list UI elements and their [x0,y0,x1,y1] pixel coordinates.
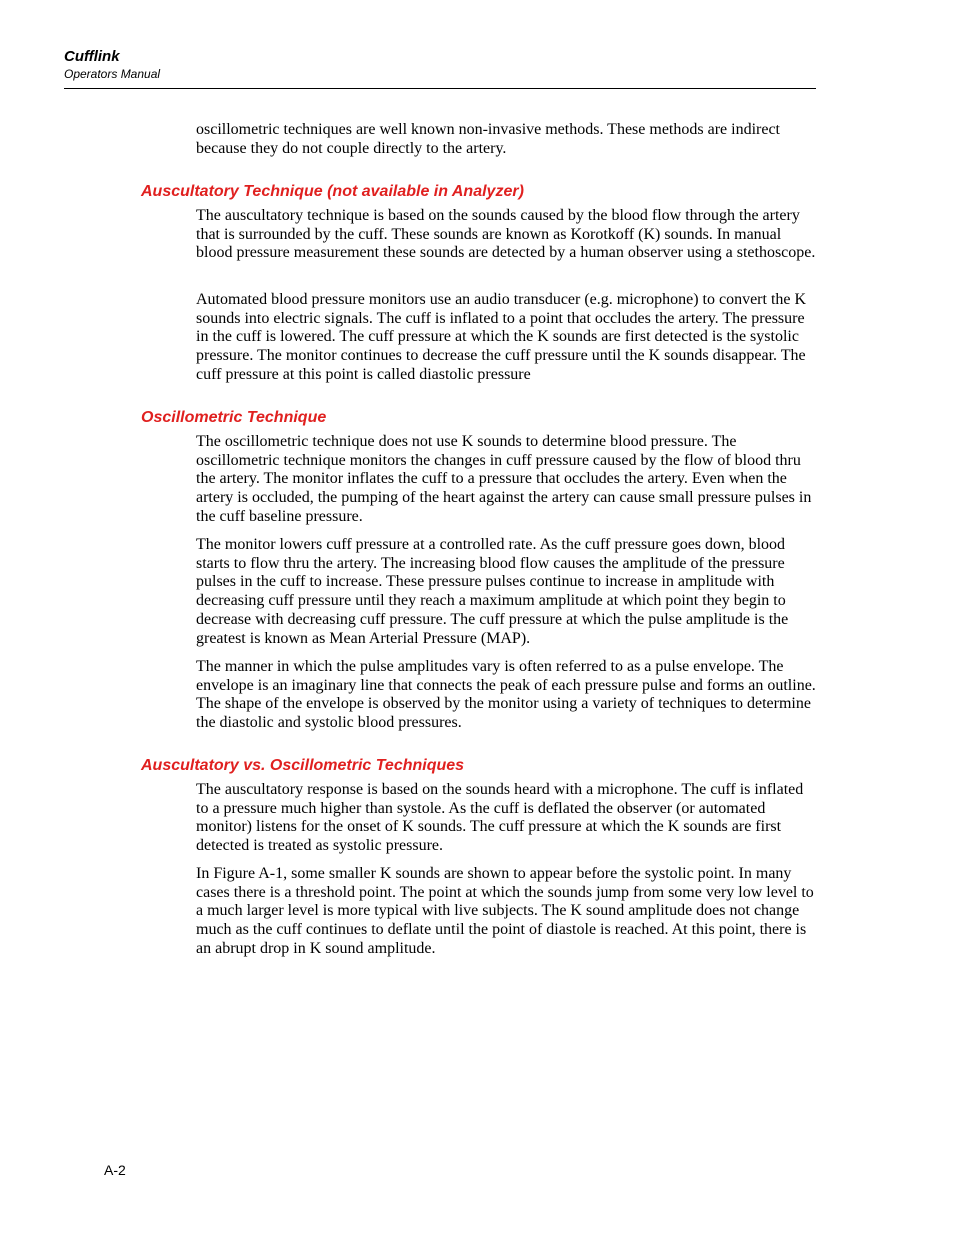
oscillometric-paragraph-3: The manner in which the pulse amplitudes vary is often referred to as a pulse envelope. The envelope is an imaginary line that connects the peak of each pressure pulse and forms an outline. The shape of the envelope is observed by the monitor using a variety of techniques to determine the diastolic and systolic blood pressures. [196,658,816,732]
auscultatory-paragraph-2: Automated blood pressure monitors use an audio transducer (e.g. microphone) to convert the K sounds into electric signals. The cuff is inflated to a point that occludes the artery. The pressure in the cuff is lowered. The cuff pressure at which the K sounds are first detected is the systolic pressure. The monitor continues to decrease the cuff pressure until the K sounds disappear. The cuff pressure at this point is called diastolic pressure [196,291,807,383]
oscillometric-paragraph-2: The monitor lowers cuff pressure at a controlled rate. As the cuff pressure goes down, blood starts to flow thru the artery. The increasing blood flow causes the amplitude of the pressure pulses in the cuff to increase. These pressure pulses continue to increase in amplitude with decreasing cuff pressure until they reach a maximum amplitude at which point they begin to decrease with decreasing cuff pressure. The cuff pressure at which the pulse amplitude is the greatest is known as Mean Arterial Pressure (MAP). [196,536,789,647]
oscillometric-paragraph-1: The oscillometric technique does not use K sounds to determine blood pressure. The oscillometric technique monitors the changes in cuff pressure caused by the flow of blood thru the artery. The monitor inflates the cuff to a pressure that occludes the artery. Even when the artery is occluded, the pumping of the heart against the artery can cause small pressure pulses in the cuff baseline pressure. [196,433,812,525]
intro-paragraph: oscillometric techniques are well known non-invasive methods. These methods are indirect because they do not couple directly to the artery. [196,121,780,157]
page-header [64,48,816,82]
document-title: Cufflink [64,48,120,65]
page-number: A-2 [104,1162,126,1178]
comparison-paragraph-2: In Figure A-1, some smaller K sounds are shown to appear before the systolic point. In many cases there is a threshold point. The point at which the sounds jump from some very low level to a much larger level is more typical with live subjects. The K sound amplitude does not change much as the cuff continues to deflate until the point of diastole is reached. At this point, there is an abrupt drop in K sound amplitude. [196,865,814,957]
comparison-paragraph-1: The auscultatory response is based on the sounds heard with a microphone. The cuff is inflated to a pressure much higher than systole. As the cuff is deflated the observer (or automated monitor) listens for the onset of K sounds. The cuff pressure at which the K sounds are first detected is treated as systolic pressure. [196,781,804,855]
section-heading-auscultatory: Auscultatory Technique (not available in Analyzer) [141,183,524,200]
document-subtitle: Operators Manual [64,67,161,81]
section-heading-comparison: Auscultatory vs. Oscillometric Techniques [141,757,465,774]
auscultatory-paragraph-1: The auscultatory technique is based on the sounds caused by the blood flow through the artery that is surrounded by the cuff. These sounds are known as Korotkoff (K) sounds. In manual blood pressure measurement these sounds are detected by a human observer using a stethoscope. [196,207,816,262]
header-divider [64,88,816,89]
section-heading-oscillometric: Oscillometric Technique [141,409,327,426]
